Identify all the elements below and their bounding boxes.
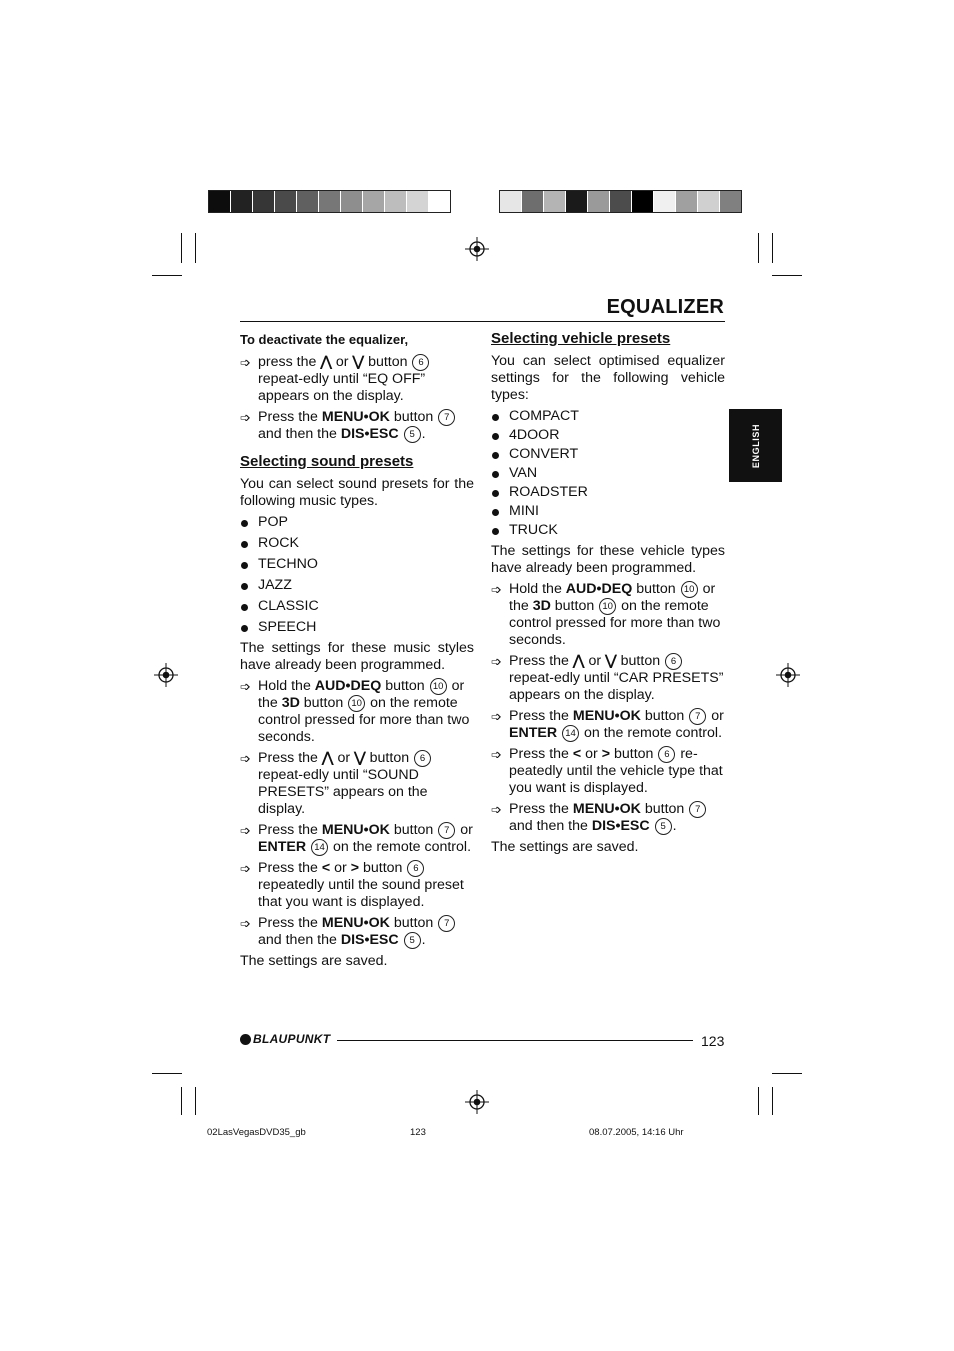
vehicle-presets-heading: Selecting vehicle presets [491, 330, 671, 347]
arrow-icon: ➩ [491, 747, 502, 762]
registration-mark-bottom [465, 1090, 489, 1114]
list-item: 4DOOR [491, 427, 725, 444]
page-title: EQUALIZER [606, 296, 724, 318]
vehicle-programmed: The settings for these vehicle types have already been programmed. [491, 543, 725, 576]
callout-number: 6 [407, 860, 424, 877]
callout-number: 6 [665, 653, 682, 670]
page-number: 123 [701, 1033, 725, 1049]
list-item: COMPACT [491, 408, 725, 425]
down-arrow-icon: ⋁ [354, 750, 366, 766]
arrow-icon: ➩ [240, 355, 251, 370]
callout-number: 10 [430, 678, 447, 695]
vehicle-step-leftright: ➩ Press the < or > button 6 re-peatedly until the vehicle type that you want is displayed. [491, 746, 723, 796]
sound-presets-heading: Selecting sound presets [240, 453, 414, 470]
list-item: SPEECH [240, 619, 474, 636]
arrow-icon: ➩ [240, 823, 251, 838]
color-swatch [319, 191, 341, 212]
callout-number: 5 [404, 426, 421, 443]
sound-programmed: The settings for these music styles have already been programmed. [240, 640, 474, 673]
callout-number: 7 [438, 409, 455, 426]
sound-saved: The settings are saved. [240, 953, 388, 969]
sound-step-menu-enter: ➩ Press the MENU•OK button 7 or ENTER 14 on the remote control. [240, 822, 473, 855]
arrow-icon: ➩ [240, 861, 251, 876]
brand-dot-icon [240, 1034, 251, 1045]
registration-mark-left [154, 663, 178, 687]
color-swatch [253, 191, 275, 212]
up-arrow-icon: ⋀ [321, 750, 334, 766]
deactivate-heading: To deactivate the equalizer, [240, 332, 409, 347]
color-swatch [698, 191, 720, 212]
callout-number: 6 [412, 354, 429, 371]
footer-rule [337, 1040, 693, 1041]
vehicle-types-list [491, 408, 725, 539]
color-swatch [610, 191, 632, 212]
color-swatch [654, 191, 676, 212]
title-rule [240, 321, 725, 322]
color-swatch [363, 191, 385, 212]
vehicle-saved: The settings are saved. [491, 839, 639, 855]
color-swatch [566, 191, 588, 212]
vehicle-step-menu-enter: ➩ Press the MENU•OK button 7 or ENTER 14 on the remote control. [491, 708, 724, 741]
color-swatch [544, 191, 566, 212]
deactivate-step-updown: ➩ press the ⋀ or ⋁ button 6 repeat-edly until “EQ OFF” appears on the display. [240, 354, 474, 405]
color-swatch [632, 191, 654, 212]
sound-step-hold: ➩ Hold the AUD•DEQ button 10 or the 3D button 10 on the remote control pressed for more than two seconds. [240, 678, 470, 745]
right-column [491, 330, 725, 856]
arrow-icon: ➩ [240, 751, 251, 766]
sound-types-list [240, 514, 474, 636]
color-swatch [676, 191, 698, 212]
deactivate-step-menu: ➩ Press the MENU•OK button 7 and then the DIS•ESC 5 . [240, 409, 474, 443]
down-arrow-icon: ⋁ [605, 653, 617, 669]
arrow-icon: ➩ [240, 916, 251, 931]
vehicle-step-updown: ➩ Press the ⋀ or ⋁ button 6 repeat-edly until “CAR PRESETS” appears on the display. [491, 653, 724, 703]
down-arrow-icon: ⋁ [352, 354, 365, 370]
sound-step-save: ➩ Press the MENU•OK button 7 and then the DIS•ESC 5 . [240, 915, 474, 949]
list-item: VAN [491, 465, 725, 482]
callout-number: 6 [658, 746, 675, 763]
color-swatch [231, 191, 253, 212]
left-arrow-icon: < [321, 860, 331, 876]
sound-step-leftright: ➩ Press the < or > button 6 repeatedly until the sound preset that you want is displayed. [240, 860, 464, 910]
color-strip-right [499, 190, 742, 213]
callout-number: 14 [562, 725, 579, 742]
list-item: JAZZ [240, 577, 474, 594]
brand-logo: BLAUPUNKT [240, 1032, 330, 1046]
color-swatch [407, 191, 429, 212]
callout-number: 5 [404, 932, 421, 949]
callout-number: 7 [438, 822, 455, 839]
callout-number: 7 [689, 801, 706, 818]
color-swatch [720, 191, 741, 212]
list-item: MINI [491, 503, 725, 520]
color-swatch [341, 191, 363, 212]
callout-number: 10 [599, 598, 616, 615]
callout-number: 10 [681, 581, 698, 598]
arrow-icon: ➩ [240, 410, 251, 425]
arrow-icon: ➩ [240, 679, 251, 694]
right-arrow-icon: > [350, 860, 360, 876]
right-arrow-icon: > [601, 746, 611, 762]
callout-number: 10 [348, 695, 365, 712]
sound-intro: You can select sound presets for the following music types. [240, 476, 474, 509]
color-swatch [275, 191, 297, 212]
color-swatch [429, 191, 450, 212]
arrow-icon: ➩ [491, 654, 502, 669]
callout-number: 7 [438, 915, 455, 932]
registration-mark-right [776, 663, 800, 687]
arrow-icon: ➩ [491, 709, 502, 724]
vehicle-step-hold: ➩ Hold the AUD•DEQ button 10 or the 3D button 10 on the remote control pressed for more than two seconds. [491, 581, 721, 648]
up-arrow-icon: ⋀ [320, 354, 332, 370]
color-swatch [522, 191, 544, 212]
callout-number: 5 [655, 818, 672, 835]
vehicle-step-save: ➩ Press the MENU•OK button 7 and then the DIS•ESC 5 . [491, 801, 725, 835]
list-item: POP [240, 514, 474, 531]
list-item: CONVERT [491, 446, 725, 463]
color-swatch [500, 191, 522, 212]
color-strip-left [208, 190, 451, 213]
color-swatch [385, 191, 407, 212]
left-column [240, 331, 474, 970]
left-arrow-icon: < [572, 746, 582, 762]
callout-number: 6 [414, 750, 431, 767]
list-item: TECHNO [240, 556, 474, 573]
vehicle-intro: You can select optimised equalizer settings for the following vehicle types: [491, 353, 725, 403]
callout-number: 7 [689, 708, 706, 725]
registration-mark-top [465, 237, 489, 261]
list-item: CLASSIC [240, 598, 474, 615]
slug-page: 123 [410, 1127, 426, 1138]
slug-date: 08.07.2005, 14:16 Uhr [589, 1127, 684, 1138]
color-swatch [209, 191, 231, 212]
up-arrow-icon: ⋀ [572, 653, 585, 669]
color-swatch [588, 191, 610, 212]
sound-step-updown: ➩ Press the ⋀ or ⋁ button 6 repeat-edly until “SOUND PRESETS” appears on the display. [240, 750, 474, 818]
list-item: TRUCK [491, 522, 725, 539]
callout-number: 14 [311, 839, 328, 856]
color-swatch [297, 191, 319, 212]
list-item: ROADSTER [491, 484, 725, 501]
slug-file: 02LasVegasDVD35_gb [207, 1127, 306, 1138]
arrow-icon: ➩ [491, 802, 502, 817]
arrow-icon: ➩ [491, 582, 502, 597]
list-item: ROCK [240, 535, 474, 552]
language-tab [729, 409, 782, 482]
language-tab-label: ENGLISH [750, 423, 761, 468]
